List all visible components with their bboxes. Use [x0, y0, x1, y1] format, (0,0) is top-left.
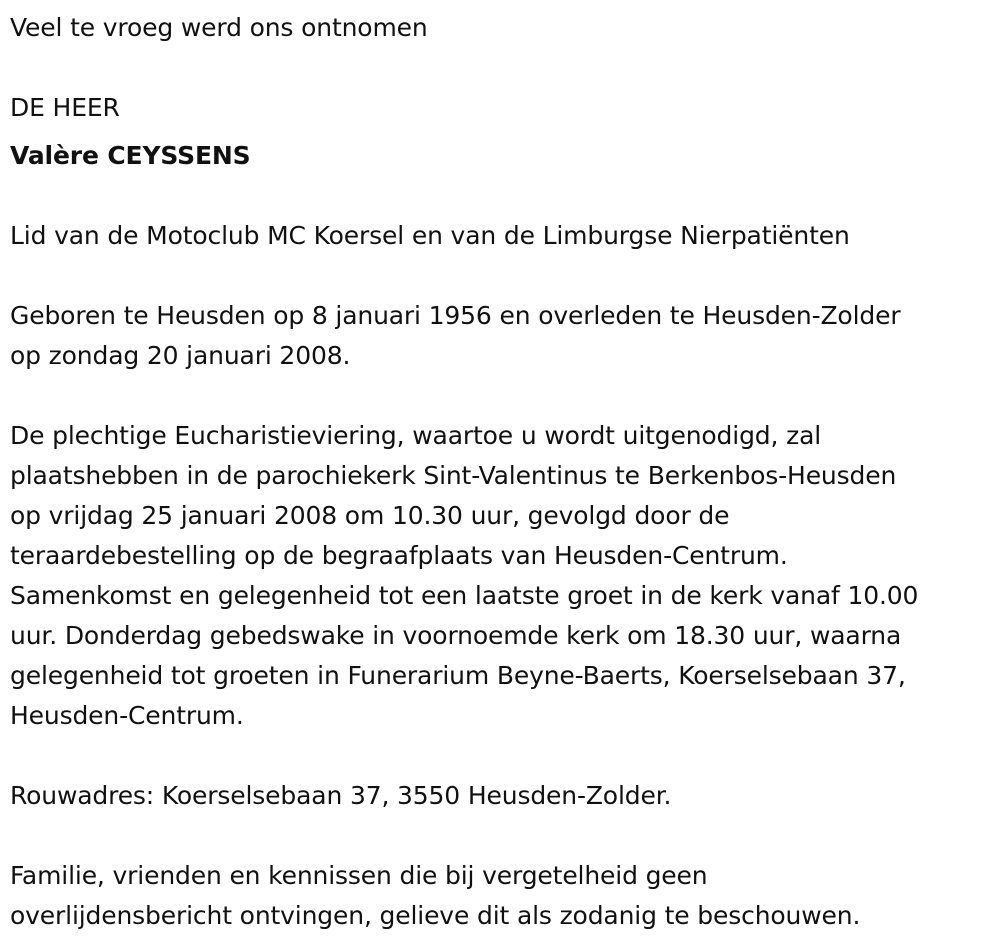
paragraph-line: Samenkomst en gelegenheid tot een laatste groet in de kerk vanaf 10.00 — [10, 581, 919, 610]
ceremony-paragraph — [10, 416, 995, 736]
paragraph-line: teraardebestelling op de begraafplaats van Heusden-Centrum. — [10, 541, 788, 570]
spacer — [10, 128, 995, 136]
intro-line: Veel te vroeg werd ons ontnomen — [10, 13, 428, 42]
paragraph-line: op zondag 20 januari 2008. — [10, 341, 351, 370]
paragraph-line: gelegenheid tot groeten in Funerarium Beyne-Baerts, Koerselsebaan 37, — [10, 661, 906, 690]
obituary-notice — [10, 8, 995, 936]
paragraph-line: op vrijdag 25 januari 2008 om 10.30 uur, gevolgd door de — [10, 501, 730, 530]
closing-paragraph — [10, 856, 995, 936]
birth-death-paragraph — [10, 296, 995, 376]
paragraph-line: plaatshebben in de parochiekerk Sint-Valentinus te Berkenbos-Heusden — [10, 461, 897, 490]
paragraph-line: Geboren te Heusden op 8 januari 1956 en overleden te Heusden-Zolder — [10, 301, 901, 330]
paragraph-line: Familie, vrienden en kennissen die bij vergetelheid geen — [10, 861, 708, 890]
spacer — [10, 48, 995, 88]
mourning-address: Rouwadres: Koerselsebaan 37, 3550 Heusden-Zolder. — [10, 781, 672, 810]
spacer — [10, 736, 995, 776]
spacer — [10, 256, 995, 296]
paragraph-line: De plechtige Eucharistieviering, waartoe u wordt uitgenodigd, zal — [10, 421, 822, 450]
paragraph-line: overlijdensbericht ontvingen, gelieve dit als zodanig te beschouwen. — [10, 901, 861, 930]
deceased-name: Valère CEYSSENS — [10, 141, 251, 170]
membership-line: Lid van de Motoclub MC Koersel en van de Limburgse Nierpatiënten — [10, 221, 850, 250]
honorific: DE HEER — [10, 93, 120, 122]
spacer — [10, 816, 995, 856]
spacer — [10, 176, 995, 216]
paragraph-line: Heusden-Centrum. — [10, 701, 244, 730]
spacer — [10, 376, 995, 416]
paragraph-line: uur. Donderdag gebedswake in voornoemde kerk om 18.30 uur, waarna — [10, 621, 902, 650]
